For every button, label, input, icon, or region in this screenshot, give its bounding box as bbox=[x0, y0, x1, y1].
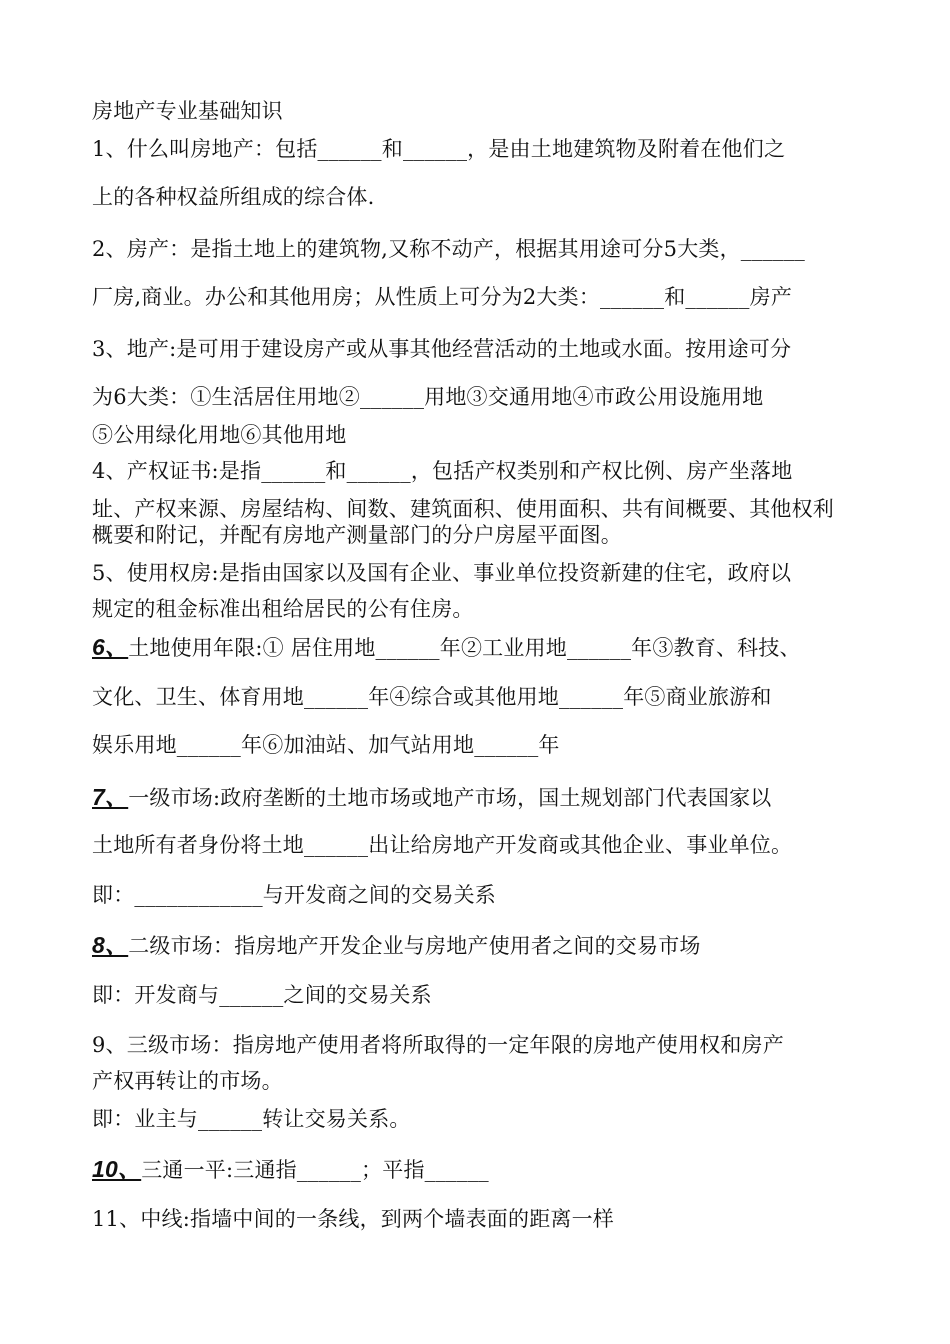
item-7-line-3: 即：____________与开发商之间的交易关系 bbox=[92, 883, 496, 907]
item-6-line-3: 娱乐用地______年⑥加油站、加气站用地______年 bbox=[92, 733, 560, 757]
item-6-line-2: 文化、卫生、体育用地______年④综合或其他用地______年⑤商业旅游和 bbox=[92, 685, 772, 709]
item-2-line-1: 2、房产：是指土地上的建筑物,又称不动产，根据其用途可分5大类，______ bbox=[92, 237, 805, 261]
item-10-line-1 bbox=[92, 1156, 489, 1183]
item-8-line-1 bbox=[92, 932, 701, 959]
item-6-number: 6、 bbox=[92, 634, 129, 660]
item-1-line-2: 上的各种权益所组成的综合体. bbox=[92, 185, 375, 209]
item-7-line-1-text: 一级市场:政府垄断的土地市场或地产市场，国土规划部门代表国家以 bbox=[128, 786, 772, 810]
document-title: 房地产专业基础知识 bbox=[92, 99, 283, 123]
item-7-line-2: 土地所有者身份将土地______出让给房地产开发商或其他企业、事业单位。 bbox=[92, 833, 793, 857]
item-8-line-1-text: 二级市场：指房地产开发企业与房地产使用者之间的交易市场 bbox=[128, 934, 701, 958]
item-10-line-1-text: 三通一平:三通指______；平指______ bbox=[141, 1158, 489, 1182]
item-5-line-2: 规定的租金标准出租给居民的公有住房。 bbox=[92, 597, 474, 621]
item-4-line-2: 址、产权来源、房屋结构、间数、建筑面积、使用面积、共有间概要、其他权利 bbox=[92, 497, 834, 521]
item-5-line-1: 5、使用权房:是指由国家以及国有企业、事业单位投资新建的住宅，政府以 bbox=[92, 561, 792, 585]
item-4-line-1: 4、产权证书:是指______和______，包括产权类别和产权比例、房产坐落地 bbox=[92, 459, 793, 483]
item-9-line-2: 产权再转让的市场。 bbox=[92, 1069, 283, 1093]
item-9-line-3: 即：业主与______转让交易关系。 bbox=[92, 1107, 411, 1131]
item-10-number: 10、 bbox=[92, 1156, 142, 1182]
item-3-line-1: 3、地产:是可用于建设房产或从事其他经营活动的土地或水面。按用途可分 bbox=[92, 337, 792, 361]
item-1-line-1: 1、什么叫房地产：包括______和______，是由土地建筑物及附着在他们之 bbox=[92, 137, 786, 161]
item-6-line-1 bbox=[92, 634, 801, 661]
item-9-line-1: 9、三级市场：指房地产使用者将所取得的一定年限的房地产使用权和房产 bbox=[92, 1033, 784, 1057]
item-11-line-1: 11、中线:指墙中间的一条线，到两个墙表面的距离一样 bbox=[92, 1207, 614, 1231]
item-2-line-2: 厂房,商业。办公和其他用房；从性质上可分为2大类：______和______房产 bbox=[92, 285, 793, 309]
item-7-line-1 bbox=[92, 784, 771, 811]
item-3-line-2: 为6大类：①生活居住用地②______用地③交通用地④市政公用设施用地 bbox=[92, 385, 764, 409]
item-6-line-1-text: 土地使用年限:① 居住用地______年②工业用地______年③教育、科技、 bbox=[128, 636, 801, 660]
item-4-line-3: 概要和附记，并配有房地产测量部门的分户房屋平面图。 bbox=[92, 523, 622, 547]
item-8-number: 8、 bbox=[92, 932, 129, 958]
item-8-line-2: 即：开发商与______之间的交易关系 bbox=[92, 983, 432, 1007]
item-3-line-3: ⑤公用绿化用地⑥其他用地 bbox=[92, 423, 347, 447]
item-7-number: 7、 bbox=[92, 784, 129, 810]
